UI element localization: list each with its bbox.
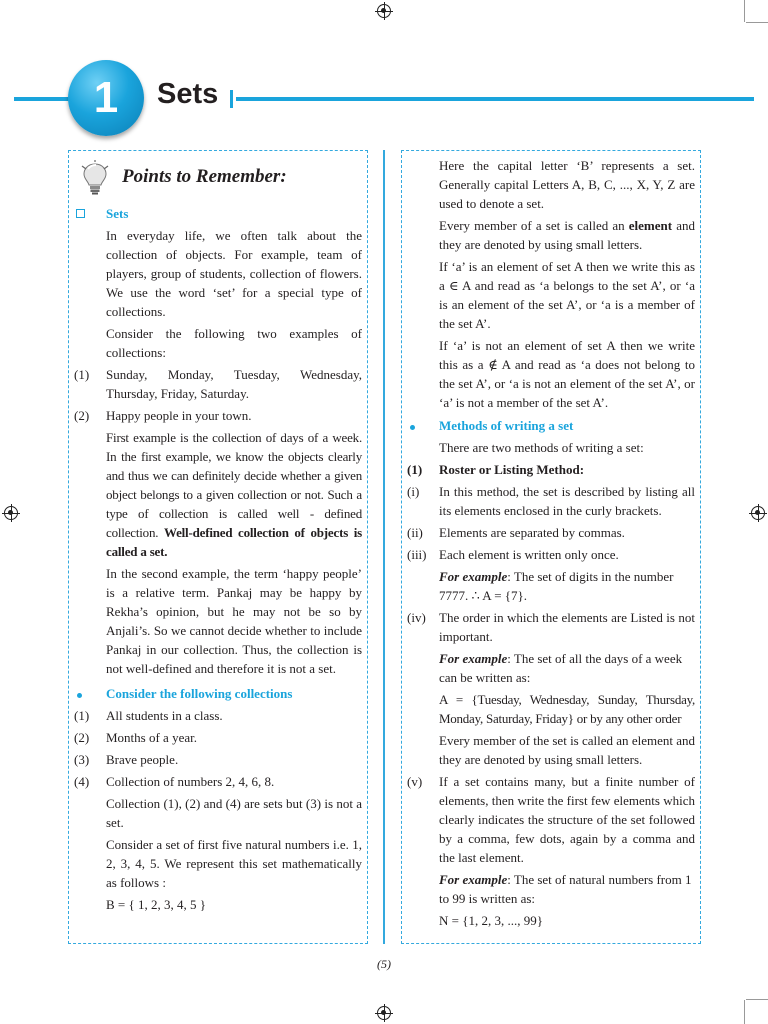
every-member-paragraph: Every member of the set is called an element and they are denoted by using small letters. [439, 733, 695, 767]
collection-note: Collection (1), (2) and (4) are sets but (3) is not a set. [106, 796, 362, 830]
crop-line-top-right-h [746, 22, 768, 23]
first-example-paragraph: First example is the collection of days of a week. In the first example, we know the objects clearly and thus we can definitely decide whether a given object belongs to a given collection or not. Such a type of collection is called well - defined collection. Well-defined collection of objects is called a set. [106, 430, 362, 559]
consider-paragraph: Consider the following two examples of collections: [106, 326, 362, 360]
list-item: (2) Happy people in your town. [74, 408, 252, 423]
set-a-expression: A = {Tuesday, Wednesday, Sunday, Thursday, Monday, Saturday, Friday} or by any other order [439, 692, 695, 726]
header-bar-left [14, 97, 74, 101]
set-definition: Well-defined collection of objects is called a set. [106, 525, 362, 559]
crop-line-bottom-right [744, 1000, 745, 1024]
list-item: (iv) The order in which the elements are Listed is not important. [407, 610, 695, 644]
section-heading-methods [407, 416, 695, 435]
natural-numbers-example: For example: The set of natural numbers from 1 to 99 is written as: [439, 872, 692, 906]
chapter-number-badge [68, 60, 144, 136]
not-belongs-paragraph: If ‘a’ is not an element of set A then we write this as a ∉ A and read as ‘a does not belong to the set A’, or ‘a is not an element of the set A’, or ‘a’ is not a member of the set A’. [439, 338, 695, 410]
section-consider-label: Consider the following collections [106, 686, 293, 701]
section-methods-label: Methods of writing a set [439, 418, 574, 433]
two-methods-line: There are two methods of writing a set: [439, 440, 644, 455]
digits-example: For example: The set of digits in the number 7777. ∴ A = {7}. [439, 569, 674, 603]
chapter-number: 1 [93, 73, 119, 122]
page-number: (5) [377, 957, 391, 971]
section-heading-consider [74, 684, 362, 703]
dot-bullet-icon [77, 693, 82, 698]
list-item: (iii) Each element is written only once. [407, 547, 619, 562]
header-bar-tick [230, 90, 233, 108]
set-b-expression: B = { 1, 2, 3, 4, 5 } [106, 897, 206, 912]
belongs-paragraph: If ‘a’ is an element of set A then we write this as a ∈ A and read as ‘a belongs to the set A’, or ‘a is an element of the set A’, or ‘a is a member of the set A’. [439, 259, 695, 331]
days-example: For example: The set of all the days of a week can be written as: [439, 651, 683, 685]
chapter-title: Sets [157, 78, 219, 110]
column-divider [383, 150, 385, 944]
registration-mark-left [4, 506, 18, 520]
roster-heading: (1) Roster or Listing Method: [407, 462, 585, 477]
list-item: (1) All students in a class. [74, 708, 223, 723]
header-bar-right [236, 97, 754, 101]
list-item: (4) Collection of numbers 2, 4, 6, 8. [74, 774, 275, 789]
intro-paragraph: In everyday life, we often talk about the collection of objects. For example, team of players, group of students, collection of flowers. We use the word ‘set’ for a special type of collections. [106, 228, 362, 319]
list-item: (i) In this method, the set is described by listing all its elements enclosed in the curly brackets. [407, 484, 695, 518]
list-item: (ii) Elements are separated by commas. [407, 525, 625, 540]
second-example-paragraph: In the second example, the term ‘happy people’ is a relative term. Pankaj may be happy by Rekha’s opinion, but he may not be so by Anjali’s. So we cannot decide whether to include Pankaj in our collection. Thus, the collection is not well-defined and therefore it is not a set. [106, 566, 362, 676]
points-heading: Points to Remember: [122, 166, 287, 187]
list-item: (v) If a set contains many, but a finite number of elements, then write the first few elements which clearly indicates the structure of the set followed by a comma, few dots, again by a comma and the last element. [407, 774, 695, 865]
set-n-expression: N = {1, 2, 3, ..., 99} [439, 913, 543, 928]
right-column [401, 156, 695, 933]
registration-mark-bottom [377, 1006, 391, 1020]
section-sets-label: Sets [106, 206, 129, 221]
dot-bullet-icon [410, 425, 415, 430]
square-bullet-icon [76, 209, 85, 218]
left-column [68, 204, 362, 917]
list-item: (1) Sunday, Monday, Tuesday, Wednesday, Thursday, Friday, Saturday. [74, 367, 362, 401]
list-item: (3) Brave people. [74, 752, 179, 767]
crop-line-bottom-right-h [746, 999, 768, 1000]
capital-letter-paragraph: Here the capital letter ‘B’ represents a set. Generally capital Letters A, B, C, ..., X, Y, Z are used to denote a set. [439, 158, 695, 211]
section-heading-sets [74, 204, 362, 223]
lightbulb-icon [80, 160, 110, 196]
registration-mark-right [751, 506, 765, 520]
element-paragraph: Every member of a set is called an element and they are denoted by using small letters. [439, 218, 695, 252]
crop-line-top-right [744, 0, 745, 22]
consider-set-paragraph: Consider a set of first five natural numbers i.e. 1, 2, 3, 4, 5. We represent this set mathematically as follows : [106, 837, 362, 890]
registration-mark-top [377, 4, 391, 18]
list-item: (2) Months of a year. [74, 730, 197, 745]
